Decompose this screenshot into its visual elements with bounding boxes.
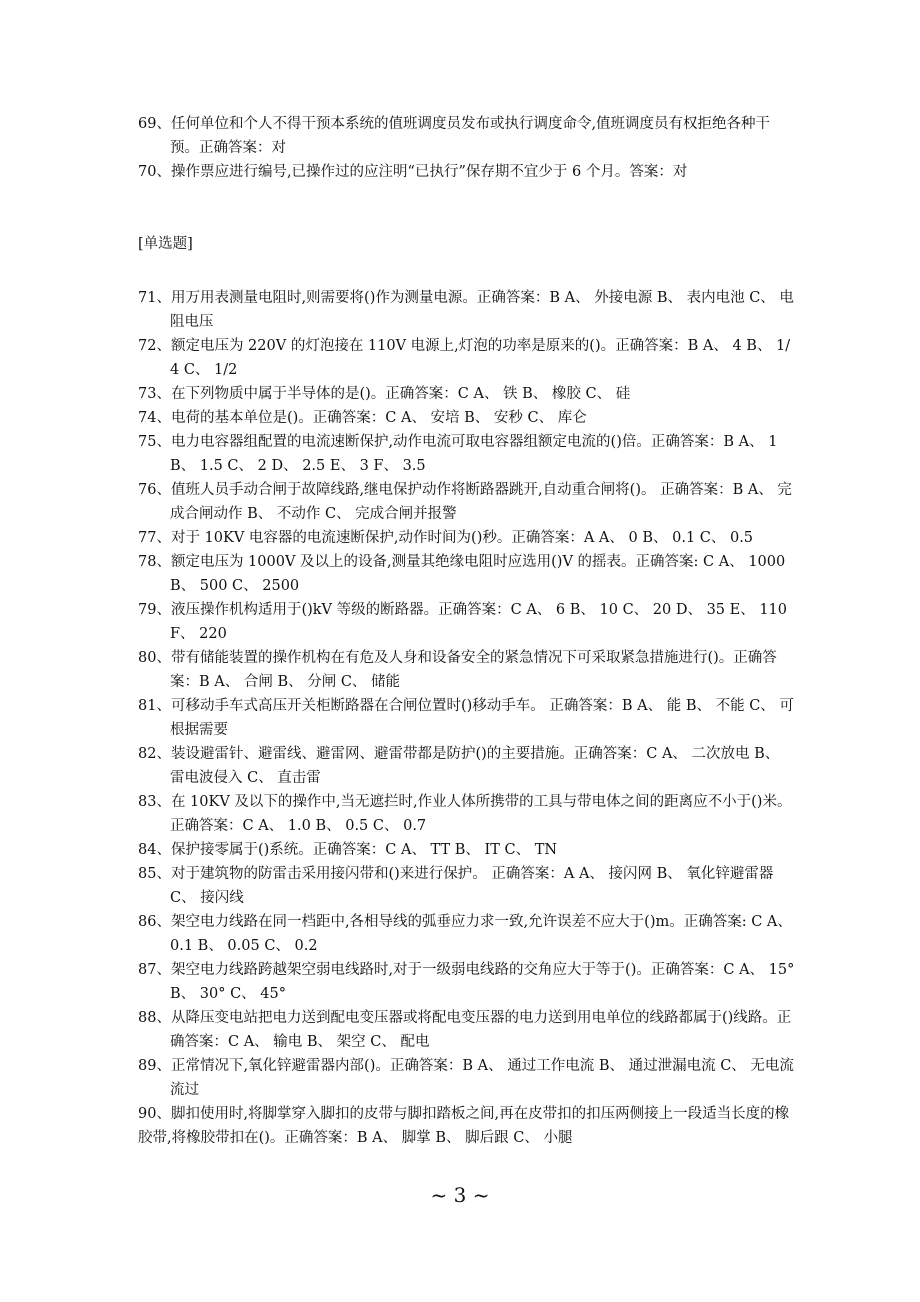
question-78: 78、额定电压为 1000V 及以上的设备,测量其绝缘电阻时应选用()V 的摇表。正确答案: C A、 1000 B、 500 C、 2500	[138, 554, 786, 594]
question-69: 69、任何单位和个人不得干预本系统的值班调度员发布或执行调度命令,值班调度员有权拒绝各种干预。正确答案：对	[138, 116, 771, 156]
page-number: ~ 3 ~	[430, 1183, 490, 1207]
question-82: 82、装设避雷针、避雷线、避雷网、避雷带都是防护()的主要措施。正确答案：C A、 二次放电 B、 雷电波侵入 C、 直击雷	[138, 746, 780, 786]
question-71: 71、用万用表测量电阻时,则需要将()作为测量电源。正确答案：B A、 外接电源 B、 表内电池 C、 电阻电压	[138, 290, 794, 330]
question-85: 85、对于建筑物的防雷击采用接闪带和()来进行保护。 正确答案：A A、 接闪网 B、 氧化锌避雷器 C、 接闪线	[138, 866, 774, 906]
question-83: 83、在 10KV 及以下的操作中,当无遮拦时,作业人体所携带的工具与带电体之间的距离应不小于()米。正确答案：C A、 1.0 B、 0.5 C、 0.7	[138, 794, 792, 834]
question-81: 81、可移动手车式高压开关柜断路器在合闸位置时()移动手车。 正确答案：B A、 能 B、 不能 C、 可根据需要	[138, 698, 794, 738]
question-75: 75、电力电容器组配置的电流速断保护,动作电流可取电容器组额定电流的()倍。正确答案：B A、 1 B、 1.5 C、 2 D、 2.5 E、 3 F、 3.5	[138, 434, 778, 474]
question-list	[138, 112, 798, 1150]
section-label: [单选题]	[138, 236, 193, 252]
question-76: 76、值班人员手动合闸于故障线路,继电保护动作将断路器跳开,自动重合闸将()。 正确答案：B A、 完成合闸动作 B、 不动作 C、 完成合闸并报警	[138, 482, 792, 522]
question-70: 70、操作票应进行编号,已操作过的应注明“已执行”保存期不宜少于 6 个月。答案：对	[138, 164, 688, 180]
question-89: 89、正常情况下,氧化锌避雷器内部()。正确答案：B A、 通过工作电流 B、 通过泄漏电流 C、 无电流流过	[138, 1058, 794, 1098]
question-74: 74、电荷的基本单位是()。正确答案：C A、 安培 B、 安秒 C、 库仑	[138, 410, 587, 426]
question-73: 73、在下列物质中属于半导体的是()。正确答案：C A、 铁 B、 橡胶 C、 硅	[138, 386, 631, 402]
question-72: 72、额定电压为 220V 的灯泡接在 110V 电源上,灯泡的功率是原来的()。正确答案：B A、 4 B、 1/4 C、 1/2	[138, 338, 791, 378]
question-77: 77、对于 10KV 电容器的电流速断保护,动作时间为()秒。正确答案：A A、 0 B、 0.1 C、 0.5	[138, 530, 754, 546]
question-86: 86、架空电力线路在同一档距中,各相导线的弧垂应力求一致,允许误差不应大于()m。正确答案: C A、 0.1 B、 0.05 C、 0.2	[138, 914, 792, 954]
question-90: 90、脚扣使用时,将脚掌穿入脚扣的皮带与脚扣踏板之间,再在皮带扣的扣压两侧接上一段适当长度的橡胶带,将橡胶带扣在()。正确答案：B A、 脚掌 B、 脚后跟 C、 小腿	[138, 1106, 790, 1146]
question-87: 87、架空电力线路跨越架空弱电线路时,对于一级弱电线路的交角应大于等于()。正确答案：C A、 15° B、 30° C、 45°	[138, 962, 795, 1002]
question-79: 79、液压操作机构适用于()kV 等级的断路器。正确答案：C A、 6 B、 10 C、 20 D、 35 E、 110 F、 220	[138, 602, 787, 642]
question-88: 88、从降压变电站把电力送到配电变压器或将配电变压器的电力送到用电单位的线路都属于()线路。正确答案：C A、 输电 B、 架空 C、 配电	[138, 1010, 792, 1050]
question-80: 80、带有储能装置的操作机构在有危及人身和设备安全的紧急情况下可采取紧急措施进行()。正确答案：B A、 合闸 B、 分闸 C、 储能	[138, 650, 777, 690]
question-84: 84、保护接零属于()系统。正确答案：C A、 TT B、 IT C、 TN	[138, 842, 558, 858]
